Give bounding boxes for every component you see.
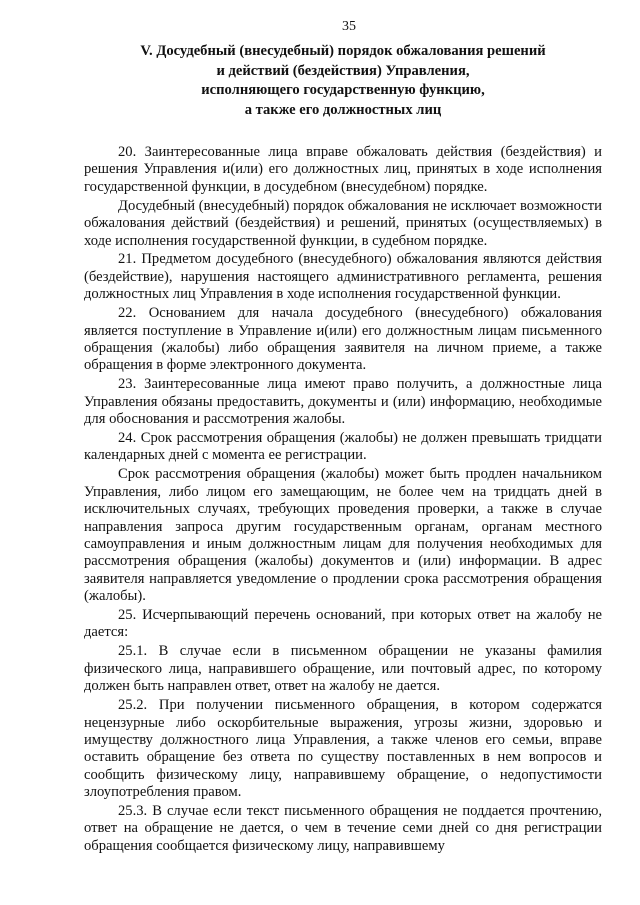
paragraph-25: 25. Исчерпывающий перечень оснований, при которых ответ на жалобу не дается: [84, 607, 602, 641]
page-number: 35 [342, 19, 356, 34]
paragraph-21: 21. Предметом досудебного (внесудебного) обжалования являются действия (бездействие), нарушения настоящего административного регламента, решения должностных лиц Управления в ходе исполнения государственной функции. [84, 251, 602, 303]
document-body [84, 144, 602, 855]
paragraph-24: 24. Срок рассмотрения обращения (жалобы) не должен превышать тридцати календарных дней с момента ее регистрации. [84, 430, 602, 464]
section-title-line: исполняющего государственную функцию, [201, 82, 485, 98]
paragraph-23: 23. Заинтересованные лица имеют право получить, а должностные лица Управления обязаны предоставить, документы и (или) информацию, необходимые для обоснования и рассмотрения жалобы. [84, 376, 602, 428]
paragraph-25-1: 25.1. В случае если в письменном обращении не указаны фамилия физического лица, направившего обращение, или почтовый адрес, по которому должен быть направлен ответ, ответ на жалобу не дается. [84, 643, 602, 695]
paragraph-25-2: 25.2. При получении письменного обращения, в котором содержатся нецензурные либо оскорбительные выражения, угрозы жизни, здоровью и имуществу должностного лица Управления, а также членов его семьи, вправе оставить обращение без ответа по существу поставленных в нем вопросов и сообщить физическому лицу, направившему обращение, о недопустимости злоупотребления правом. [84, 697, 602, 801]
paragraph-24-continued: Срок рассмотрения обращения (жалобы) может быть продлен начальником Управления, либо лицом его замещающим, не более чем на тридцать дней в исключительных случаях, требующих проведения проверки, а также в случае направления запроса другим государственным органам, органам местного самоуправления и иным должностным лицам для получения необходимых для рассмотрения обращения (жалобы) документов и (или) информации. В адрес заявителя направляется уведомление о продлении срока рассмотрения обращения (жалобы). [84, 466, 602, 605]
paragraph-20: 20. Заинтересованные лица вправе обжаловать действия (бездействия) и решения Управления и(или) его должностных лиц, принятых в ходе исполнения государственной функции, в досудебном (внесудебном) порядке. [84, 144, 602, 195]
paragraph-20-continued: Досудебный (внесудебный) порядок обжалования не исключает возможности обжалования действий (бездействия) и решений, принятых (осуществляемых) в ходе исполнения государственной функции, в судебном порядке. [84, 197, 602, 249]
section-title-line: и действий (бездействия) Управления, [216, 62, 470, 79]
paragraph-25-3: 25.3. В случае если текст письменного обращения не поддается прочтению, ответ на обращение не дается, о чем в течение семи дней со дня регистрации обращения сообщается физическому лицу, направившему [84, 803, 602, 854]
section-title [84, 42, 602, 120]
section-title-line: V. Досудебный (внесудебный) порядок обжалования решений [140, 43, 546, 59]
section-title-line: а также его должностных лиц [244, 101, 442, 118]
paragraph-22: 22. Основанием для начала досудебного (внесудебного) обжалования является поступление в Управление и(или) его должностным лицам письменного обращения (жалобы) либо обращения заявителя на личном приеме, а также обращения в форме электронного документа. [84, 305, 602, 374]
